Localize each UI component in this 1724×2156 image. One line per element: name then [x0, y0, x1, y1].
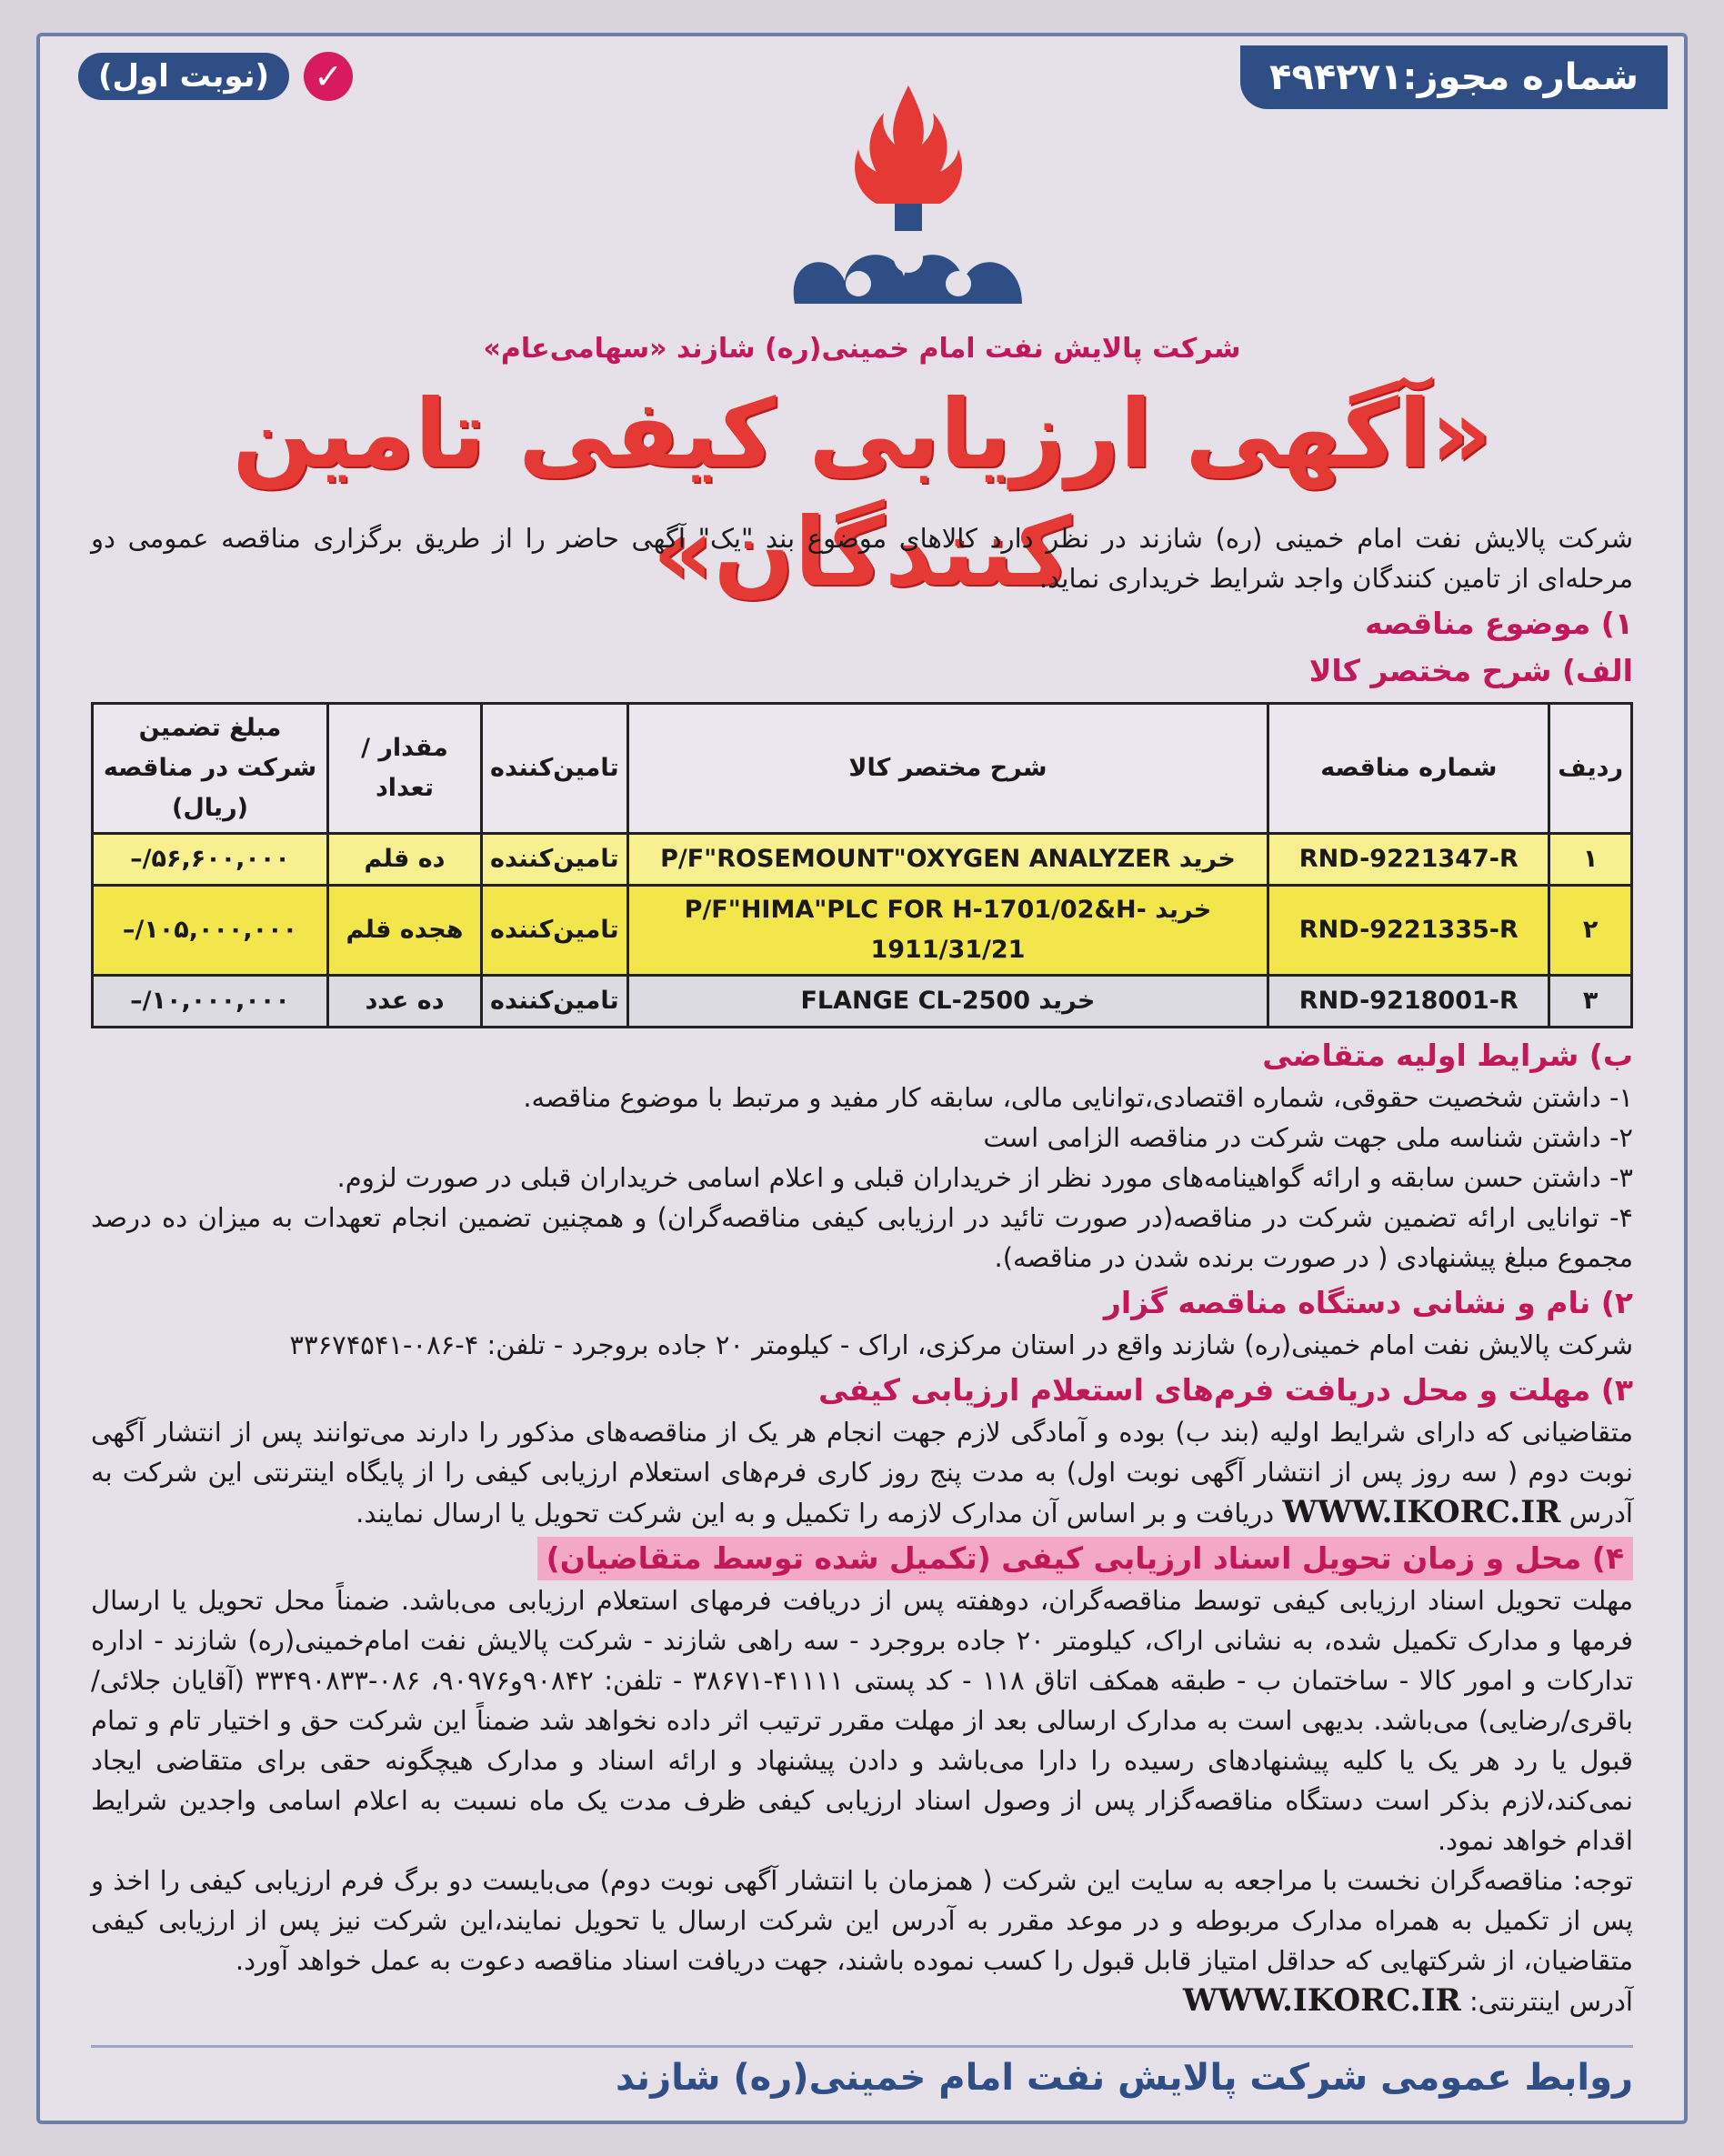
cell-tender-no: RND-9221347-R — [1268, 834, 1549, 886]
cell-quantity: هجده قلم — [328, 886, 482, 976]
cell-guarantee: ۱۰۵,۰۰۰,۰۰۰/– — [93, 886, 328, 976]
condition-item: ۲- داشتن شناسه ملی جهت شرکت در مناقصه الزامی است — [983, 1122, 1633, 1153]
section-1-subtitle: الف) شرح مختصر کالا — [1308, 653, 1633, 688]
cell-row-no: ۲ — [1549, 886, 1632, 976]
web-address — [91, 1981, 1633, 2021]
permit-number-badge: شماره مجوز:۴۹۴۲۷۱ — [1240, 45, 1668, 109]
web-address-link[interactable]: WWW.IKORC.IR — [1182, 1982, 1461, 2019]
section-3-text — [91, 1412, 1633, 1533]
cell-description — [627, 976, 1268, 1028]
header-guarantee: مبلغ تضمین شرکت در مناقصه (ریال) — [93, 704, 328, 834]
cell-supplier: تامین‌کننده — [482, 834, 628, 886]
table-row — [93, 886, 1632, 976]
condition-item: ۱- داشتن شخصیت حقوقی، شماره اقتصادی،توانایی مالی، سابقه کار مفید و مرتبط با موضوع مناقصه. — [523, 1082, 1633, 1113]
advertisement-page — [36, 33, 1688, 2124]
item-description: P/F"ROSEMOUNT"OXYGEN ANALYZER — [660, 845, 1171, 873]
table-row — [93, 976, 1632, 1028]
tender-table — [91, 702, 1633, 1028]
nioc-logo — [758, 76, 1058, 322]
table-header-row — [93, 704, 1632, 834]
cell-supplier: تامین‌کننده — [482, 886, 628, 976]
header-quantity: مقدار / تعداد — [328, 704, 482, 834]
condition-item: ۴- توانایی ارائه تضمین شرکت در مناقصه(در صورت تائید در ارزیابی کیفی مناقصه‌گران) و همچنین تضمین انجام تعهدات به میزان ده درصد مجموع مبلغ پیشنهادی ( در صورت برنده شدن در مناقصه). — [91, 1202, 1633, 1273]
section-3-body-end: دریافت و بر اساس آن مدارک لازمه را تکمیل و به این شرکت تحویل یا ارسال نمایند. — [356, 1498, 1275, 1529]
item-description: P/F"HIMA"PLC FOR H-1701/02&H-1911/31/21 — [684, 896, 1147, 964]
check-icon: ✓ — [304, 52, 353, 101]
section-3-body: متقاضیانی که دارای شرایط اولیه (بند ب) بوده و آمادگی لازم جهت انجام هر یک از مناقصه‌های مذکور را دارند می‌توانند پس از انتشار آگهی نوبت دوم ( سه روز پس از انتشار آگهی نوبت اول) به مدت پنج روز کاری فرم‌های استعلام ارزیابی کیفی را از پایگاه اینترنتی این شرکت به آدرس — [91, 1417, 1633, 1529]
section-4-title-text: ۴) محل و زمان تحویل اسناد ارزیابی کیفی (تکمیل شده توسط متقاضیان) — [537, 1537, 1633, 1580]
section-2-text: شرکت پالایش نفت امام خمینی(ره) شازند واقع در استان مرکزی، اراک - کیلومتر ۲۰ جاده بروجرد - تلفن: ۴-۰۸۶-۳۳۶۷۴۵۴۱ — [289, 1329, 1633, 1360]
cell-guarantee: ۵۶,۶۰۰,۰۰۰/– — [93, 834, 328, 886]
cell-tender-no: RND-9218001-R — [1268, 976, 1549, 1028]
buy-label: خرید — [1178, 845, 1236, 873]
website-link[interactable]: WWW.IKORC.IR — [1282, 1494, 1561, 1530]
header-supplier: تامین‌کننده — [482, 704, 628, 834]
cell-quantity: ده قلم — [328, 834, 482, 886]
section-2-title: ۲) نام و نشانی دستگاه مناقصه گزار — [1103, 1285, 1633, 1320]
round-label: (نوبت اول) — [78, 53, 289, 100]
flame-icon — [855, 85, 962, 204]
condition-item: ۳- داشتن حسن سابقه و ارائه گواهینامه‌های مورد نظر از خریداران قبلی و اعلام اسامی خریداران قبلی در صورت لزوم. — [336, 1162, 1633, 1193]
table-row — [93, 834, 1632, 886]
company-subtitle: شرکت پالایش نفت امام خمینی(ره) شازند «سهامی‌عام» — [483, 333, 1241, 365]
cell-row-no: ۱ — [1549, 834, 1632, 886]
section-1-title: ۱) موضوع مناقصه — [1365, 606, 1633, 641]
item-description: FLANGE CL-2500 — [800, 987, 1030, 1015]
intro-paragraph: شرکت پالایش نفت امام خمینی (ره) شازند در نظر دارد کالاهای موضوع بند "یک" آگهی حاضر را از طریق برگزاری مناقصه عمومی دو مرحله‌ای از تامین کنندگان واجد شرایط خریداری نماید. — [91, 523, 1633, 594]
cell-quantity: ده عدد — [328, 976, 482, 1028]
cell-row-no: ۳ — [1549, 976, 1632, 1028]
cell-supplier: تامین‌کننده — [482, 976, 628, 1028]
publication-round — [60, 47, 376, 105]
cell-description — [627, 834, 1268, 886]
note-paragraph: توجه: مناقصه‌گران نخست با مراجعه به سایت این شرکت ( همزمان با انتشار آگهی نوبت دوم) می‌بایست دو برگ فرم ارزیابی کیفی را اخذ و پس از تکمیل به همراه مدارک مربوطه و در موعد مقرر به آدرس این شرکت ارسال یا تحویل نمایند،این شرکت نیز پس از ارزیابی کیفی متقاضیان، از شرکتهایی که حداقل امتیاز قابل قبول را کسب نموده باشند، جهت دریافت اسناد مناقصه دعوت به عمل خواهد آورد. — [91, 1865, 1633, 1976]
notice-title: «آگهی ارزیابی کیفی تامین کنندگان» — [232, 378, 1492, 607]
header-description: شرح مختصر کالا — [627, 704, 1268, 834]
cell-guarantee: ۱۰,۰۰۰,۰۰۰/– — [93, 976, 328, 1028]
section-3-title: ۳) مهلت و محل دریافت فرم‌های استعلام ارزیابی کیفی — [818, 1372, 1633, 1408]
buy-label: خرید — [1155, 896, 1212, 924]
buy-label: خرید — [1038, 987, 1096, 1015]
header-tender-no: شماره مناقصه — [1268, 704, 1549, 834]
web-address-label: آدرس اینترنتی: — [1469, 1986, 1633, 2017]
public-relations-signature: روابط عمومی شرکت پالایش نفت امام خمینی(ره) شازند — [91, 2045, 1633, 2099]
section-4-title — [91, 1537, 1633, 1580]
header-row-no: ردیف — [1549, 704, 1632, 834]
conditions-title: ب) شرایط اولیه متقاضی — [1262, 1038, 1633, 1073]
cell-tender-no: RND-9221335-R — [1268, 886, 1549, 976]
section-4-text: مهلت تحویل اسناد ارزیابی کیفی توسط مناقصه‌گران، دوهفته پس از دریافت فرمهای استعلام ارزیابی می‌باشد. ضمناً محل تحویل یا ارسال فرمها و مدارک تکمیل شده، به نشانی اراک، کیلومتر ۲۰ جاده بروجرد - سه راهی شازند - شرکت پالایش نفت امام‌خمینی(ره) شازند - اداره تدارکات و امور کالا - ساختمان ب - طبقه همکف اتاق ۱۱۸ - کد پستی ۴۱۱۱۱-۳۸۶۷۱ - تلفن: ۹۰۸۴۲و۹۰۹۷۶، ۰۸۶-۳۳۴۹۰۸۳۳ (آقایان جلائی/باقری/رضایی) می‌باشد. بدیهی است به مدارک ارسالی بعد از مهلت مقرر ترتیب اثر داده نخواهد شد ضمناً این شرکت حق و اختیار تام و تمام قبول یا رد هر یک یا کلیه پیشنهادهای رسیده را دارا می‌باشد و دادن پیشنهاد و ارائه اسناد و مدارک هیچگونه حقی برای متقاضی ایجاد نمی‌کند،لازم بذکر است دستگاه مناقصه‌گزار پس از وصول اسناد ارزیابی کیفی ظرف مدت یک ماه نسبت به اعلام اسامی واجدین شرایط اقدام خواهد نمود. — [91, 1585, 1634, 1856]
notice-body — [91, 518, 1633, 2021]
cell-description — [627, 886, 1268, 976]
